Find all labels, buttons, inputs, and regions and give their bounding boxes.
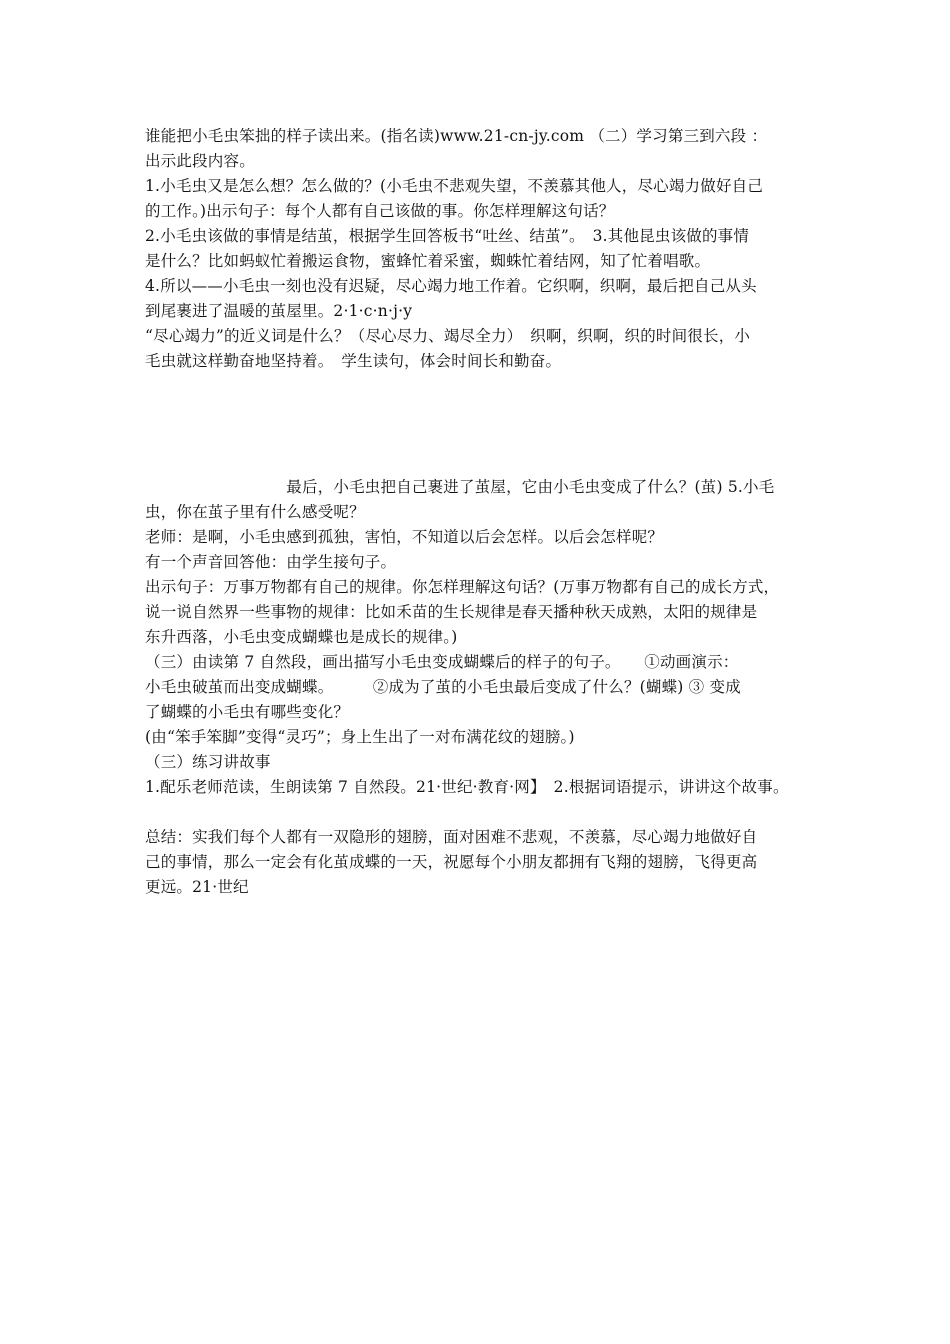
text-line-22: （三）练习讲故事 [145, 753, 271, 771]
text-line-3: 1.小毛虫又是怎么想？怎么做的？(小毛虫不悲观失望，不羡慕其他人，尽心竭力做好自己 [145, 177, 764, 195]
text-line-25: 己的事情，那么一定会有化茧成蝶的一天，祝愿每个小朋友都拥有飞翔的翅膀，飞得更高 [145, 853, 758, 871]
text-line-12: 虫，你在茧子里有什么感受呢？ [145, 503, 365, 521]
text-line-13: 老师：是啊，小毛虫感到孤独，害怕，不知道以后会怎样。以后会怎样呢？ [145, 528, 664, 546]
text-line-19: 小毛虫破茧而出变成蝴蝶。 ②成为了茧的小毛虫最后变成了什么？(蝴蝶) ③ 变成 [145, 678, 741, 696]
text-line-7: 4.所以——小毛虫一刻也没有迟疑，尽心竭力地工作着。它织啊，织啊，最后把自己从头 [145, 277, 757, 295]
text-line-18: （三）由读第 7 自然段，画出描写小毛虫变成蝴蝶后的样子的句子。 ①动画演示： [145, 653, 739, 671]
text-line-17: 东升西落，小毛虫变成蝴蝶也是成长的规律。) [145, 628, 458, 646]
text-line-20: 了蝴蝶的小毛虫有哪些变化？ [145, 703, 350, 721]
text-line-11: 最后，小毛虫把自己裹进了茧屋，它由小毛虫变成了什么？(茧) 5.小毛 [145, 478, 775, 496]
text-line-26: 更远。21·世纪 [145, 878, 249, 896]
text-line-23: 1.配乐老师范读，生朗读第 7 自然段。21·世纪·教育·网】 2.根据词语提示，讲讲这个故事。 [145, 778, 789, 796]
text-line-1: 谁能把小毛虫笨拙的样子读出来。(指名读)www.21-cn-jy.com （二）学习第三到六段 ： [145, 127, 768, 145]
text-line-8: 到尾裹进了温暖的茧屋里。2·1·c·n·j·y [145, 302, 413, 320]
text-line-16: 说一说自然界一些事物的规律：比如禾苗的生长规律是春天播种秋天成熟，太阳的规律是 [145, 603, 758, 621]
text-line-21: (由“笨手笨脚”变得“灵巧”；身上生出了一对布满花纹的翅膀。) [145, 728, 575, 746]
text-line-6: 是什么？比如蚂蚁忙着搬运食物，蜜蜂忙着采蜜，蜘蛛忙着结网，知了忙着唱歌。 [145, 252, 711, 270]
text-line-2: 出示此段内容。 [145, 152, 255, 170]
text-line-5: 2.小毛虫该做的事情是结茧，根据学生回答板书“吐丝、结茧”。 3.其他昆虫该做的事情 [145, 227, 750, 245]
text-line-9: “尽心竭力”的近义词是什么？（尽心尽力、竭尽全力） 织啊，织啊，织的时间很长，小 [145, 327, 751, 345]
text-line-24: 总结：实我们每个人都有一双隐形的翅膀，面对困难不悲观，不羡慕，尽心竭力地做好自 [145, 828, 758, 846]
text-line-4: 的工作。)出示句子：每个人都有自己该做的事。你怎样理解这句话？ [145, 202, 615, 220]
text-line-14: 有一个声音回答他：由学生接句子。 [145, 553, 397, 571]
text-line-15: 出示句子：万事万物都有自己的规律。你怎样理解这句话？(万事万物都有自己的成长方式， [145, 578, 780, 596]
text-line-10: 毛虫就这样勤奋地坚持着。 学生读句，体会时间长和勤奋。 [145, 352, 562, 370]
